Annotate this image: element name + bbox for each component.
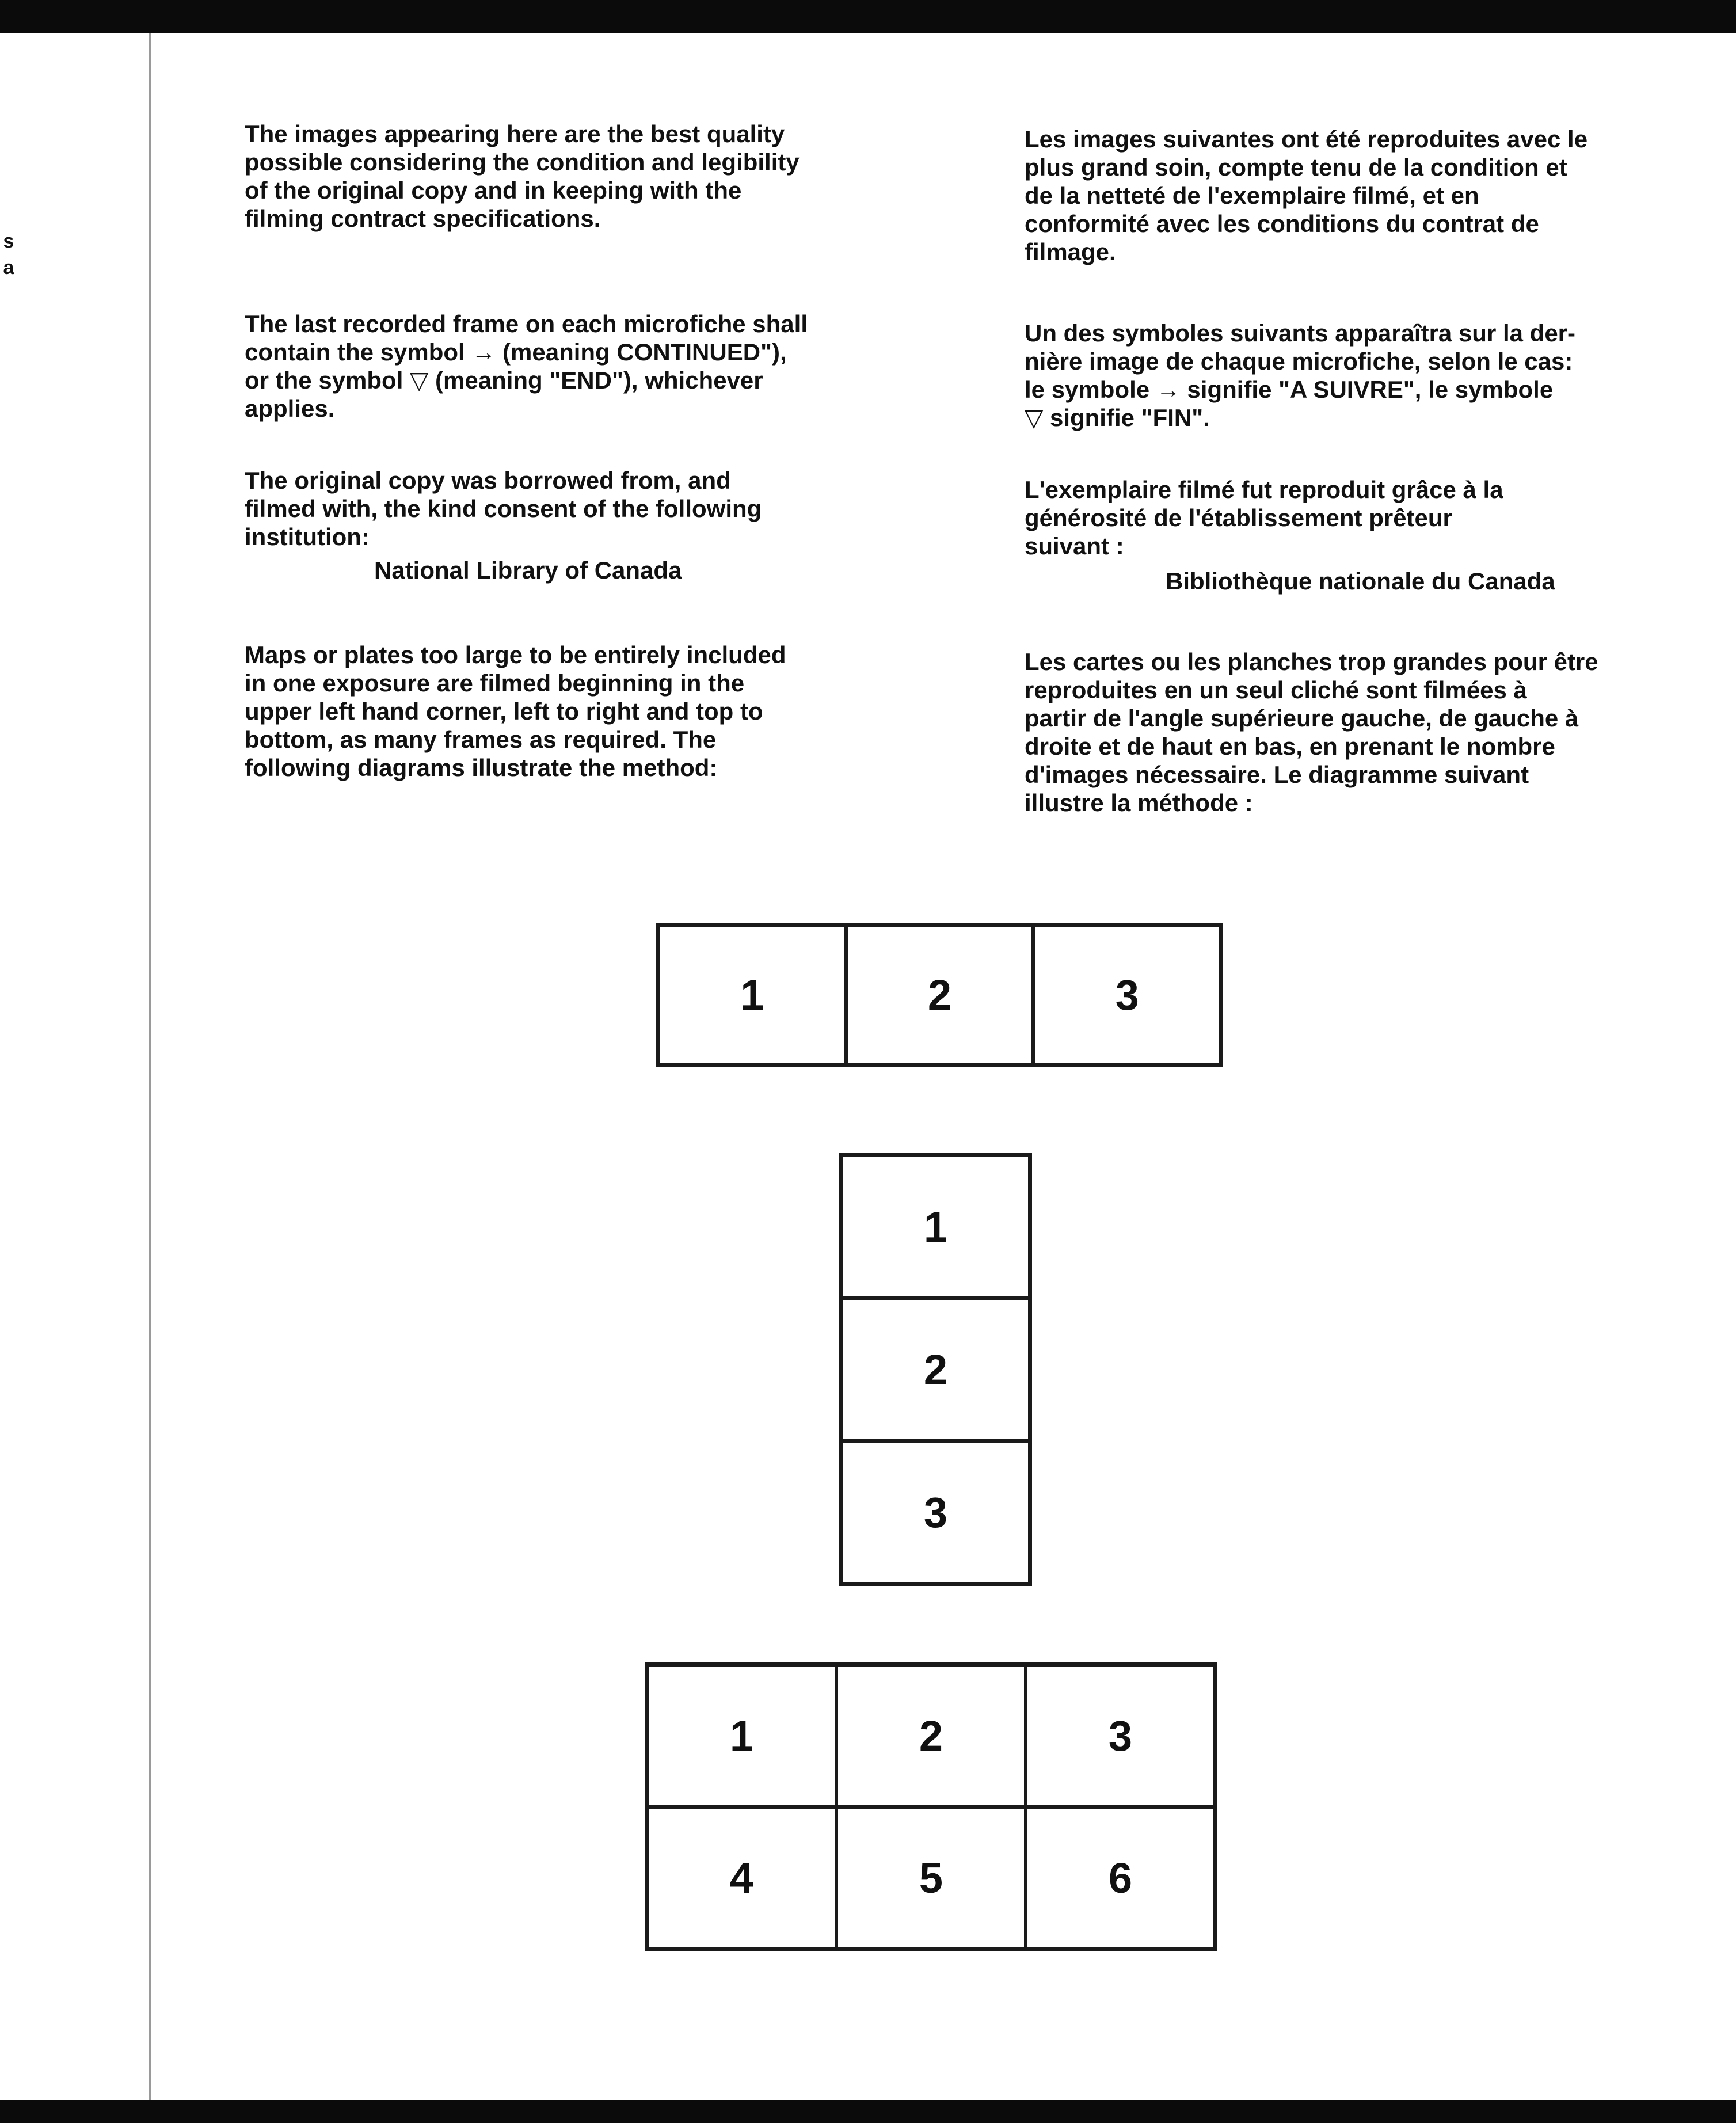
page-fold-line	[149, 33, 151, 2100]
diagram-column-cell: 2	[842, 1298, 1030, 1441]
french-maps-paragraph: Les cartes ou les planches trop grandes pour être reproduites en un seul cliché sont filmées à partir de l'angle supérieure gauche, de gauche à droite et de haut en bas, en prenant le nombre d'images nécessaire. Le diagramme suivant illustre la méthode :	[1025, 648, 1598, 816]
english-quality-paragraph: The images appearing here are the best quality possible considering the condition and legibility of the original copy and in keeping with the filming contract specifications.	[245, 120, 800, 232]
french-quality-paragraph: Les images suivantes ont été reproduites avec le plus grand soin, compte tenu de la condition et de la netteté de l'exemplaire filmé, et en conformité avec les conditions du contrat de filmage.	[1025, 125, 1588, 265]
diagram-row-cell: 2	[846, 925, 1034, 1064]
diagram-column-cell: 1	[842, 1155, 1030, 1298]
diagram-row-cell: 3	[1033, 925, 1221, 1064]
english-institution-name: National Library of Canada	[374, 557, 682, 584]
previous-page-edge	[0, 33, 149, 2100]
diagram-column-of-three	[839, 1153, 1032, 1586]
diagram-grid-cell: 1	[647, 1665, 836, 1807]
margin-fragment-2: a	[3, 257, 14, 279]
diagram-grid-cell: 5	[836, 1807, 1026, 1949]
scan-top-border	[0, 0, 1736, 33]
french-institution-paragraph: L'exemplaire filmé fut reproduit grâce à la générosité de l'établissement prêteur suivant :	[1025, 476, 1503, 560]
english-maps-paragraph: Maps or plates too large to be entirely included in one exposure are filmed beginning in the upper left hand corner, left to right and top to bottom, as many frames as required. The following diagrams illustrate the method:	[245, 641, 786, 781]
diagram-row-cell: 1	[658, 925, 846, 1064]
diagram-grid-cell: 4	[647, 1807, 836, 1949]
french-symbol-paragraph: Un des symboles suivants apparaîtra sur la der- nière image de chaque microfiche, selon le cas: le symbole → signifie "A SUIVRE", le symbole ▽ signifie "FIN".	[1025, 319, 1576, 431]
french-institution-name: Bibliothèque nationale du Canada	[1166, 568, 1555, 595]
diagram-grid-cell: 3	[1026, 1665, 1215, 1807]
scan-bottom-border	[0, 2100, 1736, 2123]
diagram-grid-two-by-three	[645, 1662, 1217, 1951]
diagram-row-of-three	[656, 923, 1223, 1067]
diagram-column-cell: 3	[842, 1441, 1030, 1584]
english-symbol-paragraph: The last recorded frame on each microfiche shall contain the symbol → (meaning CONTINUED"), or the symbol ▽ (meaning "END"), whichever applies.	[245, 310, 808, 422]
diagram-grid-cell: 2	[836, 1665, 1026, 1807]
diagram-grid-cell: 6	[1026, 1807, 1215, 1949]
margin-fragment-1: s	[3, 230, 14, 252]
english-institution-paragraph: The original copy was borrowed from, and filmed with, the kind consent of the following institution:	[245, 467, 762, 550]
